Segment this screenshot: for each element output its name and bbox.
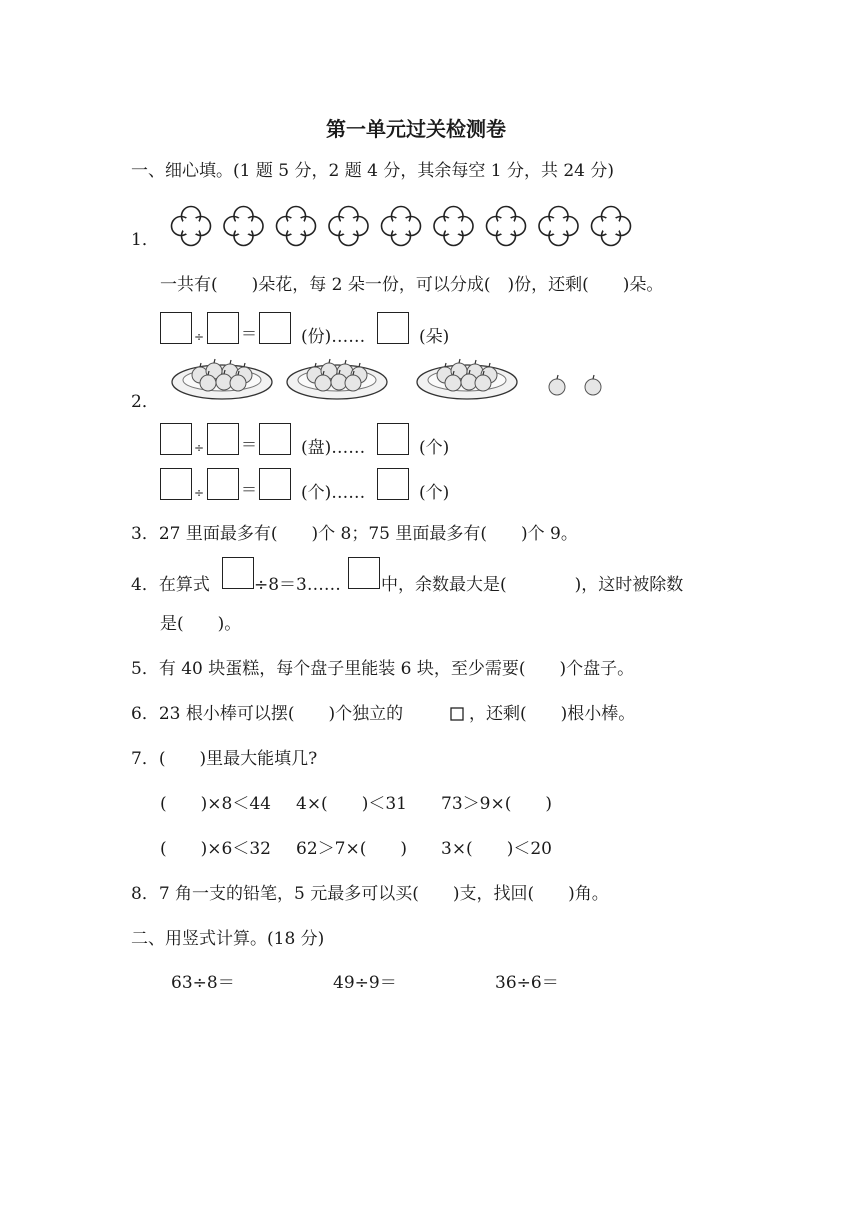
- answer-box[interactable]: [259, 423, 291, 455]
- dividend-box[interactable]: [222, 557, 254, 589]
- q7-item: 4×( )＜31: [296, 794, 407, 814]
- flower-icon: [487, 207, 526, 246]
- q6-after: ，还剩( )根小棒。: [469, 704, 636, 724]
- apple-icon: [585, 375, 601, 395]
- unit-label: (个): [419, 483, 450, 503]
- calc-problem: 49÷9＝: [333, 973, 397, 993]
- calc-problem: 36÷6＝: [495, 973, 559, 993]
- remainder-box[interactable]: [348, 557, 380, 589]
- calc-problem: 63÷8＝: [171, 973, 235, 993]
- plate-icon: [287, 359, 387, 399]
- flower-icon: [592, 207, 631, 246]
- flower-icon: [329, 207, 368, 246]
- q7-item: 3×( )＜20: [441, 839, 552, 859]
- section2-heading: 二、用竖式计算。(18 分): [131, 929, 325, 949]
- apple-icon: [549, 375, 565, 395]
- apple-plates-illustration: [172, 359, 632, 409]
- q1-number: 1．: [131, 230, 159, 250]
- flower-icon: [539, 207, 578, 246]
- answer-box[interactable]: [377, 468, 409, 500]
- answer-box[interactable]: [207, 468, 239, 500]
- unit-label: (份)……: [301, 327, 366, 347]
- plate-icon: [172, 359, 272, 399]
- q4-prefix: 4．在算式: [131, 575, 210, 595]
- divide-sign: ÷: [194, 486, 205, 500]
- q4-middle: ÷8＝3……: [254, 575, 341, 595]
- answer-box[interactable]: [207, 423, 239, 455]
- question-3: 3．27 里面最多有( )个 8；75 里面最多有( )个 9。: [131, 524, 578, 544]
- equals-sign: ＝: [241, 324, 258, 343]
- answer-box[interactable]: [207, 312, 239, 344]
- stick-square-icon: [448, 706, 468, 722]
- q1-text: 一共有( )朵花，每 2 朵一份，可以分成( )份，还剩( )朵。: [160, 275, 664, 295]
- answer-box[interactable]: [160, 423, 192, 455]
- q2-number: 2．: [131, 392, 159, 412]
- q6-before: 6．23 根小棒可以摆( )个独立的: [131, 704, 404, 724]
- flower-icon: [382, 207, 421, 246]
- equals-sign: ＝: [241, 480, 258, 499]
- answer-box[interactable]: [259, 312, 291, 344]
- q4-line2: 是( )。: [160, 614, 242, 634]
- answer-box[interactable]: [377, 312, 409, 344]
- q7-item: ( )×8＜44: [160, 794, 271, 814]
- divide-sign: ÷: [194, 441, 205, 455]
- unit-label: (盘)……: [301, 438, 366, 458]
- answer-box[interactable]: [160, 468, 192, 500]
- divide-sign: ÷: [194, 330, 205, 344]
- flowers-illustration: [166, 201, 636, 253]
- q7-prompt: 7．( )里最大能填几?: [131, 749, 318, 769]
- question-8: 8．7 角一支的铅笔，5 元最多可以买( )支，找回( )角。: [131, 884, 609, 904]
- answer-box[interactable]: [160, 312, 192, 344]
- answer-box[interactable]: [259, 468, 291, 500]
- unit-label: (个)……: [301, 483, 366, 503]
- q7-item: 62＞7×( ): [296, 839, 407, 859]
- q7-item: ( )×6＜32: [160, 839, 271, 859]
- plate-icon: [417, 359, 517, 399]
- q7-item: 73＞9×( ): [441, 794, 552, 814]
- unit-label: (个): [419, 438, 450, 458]
- answer-box[interactable]: [377, 423, 409, 455]
- question-5: 5．有 40 块蛋糕，每个盘子里能装 6 块，至少需要( )个盘子。: [131, 659, 635, 679]
- section1-heading: 一、细心填。(1 题 5 分，2 题 4 分，其余每空 1 分，共 24 分): [131, 161, 615, 181]
- equals-sign: ＝: [241, 435, 258, 454]
- unit-label: (朵): [419, 327, 450, 347]
- q4-suffix: 中，余数最大是( )，这时被除数: [381, 575, 684, 595]
- flower-icon: [434, 207, 473, 246]
- flower-icon: [224, 207, 263, 246]
- flower-icon: [277, 207, 316, 246]
- flower-icon: [172, 207, 211, 246]
- page-title: 第一单元过关检测卷: [326, 117, 506, 141]
